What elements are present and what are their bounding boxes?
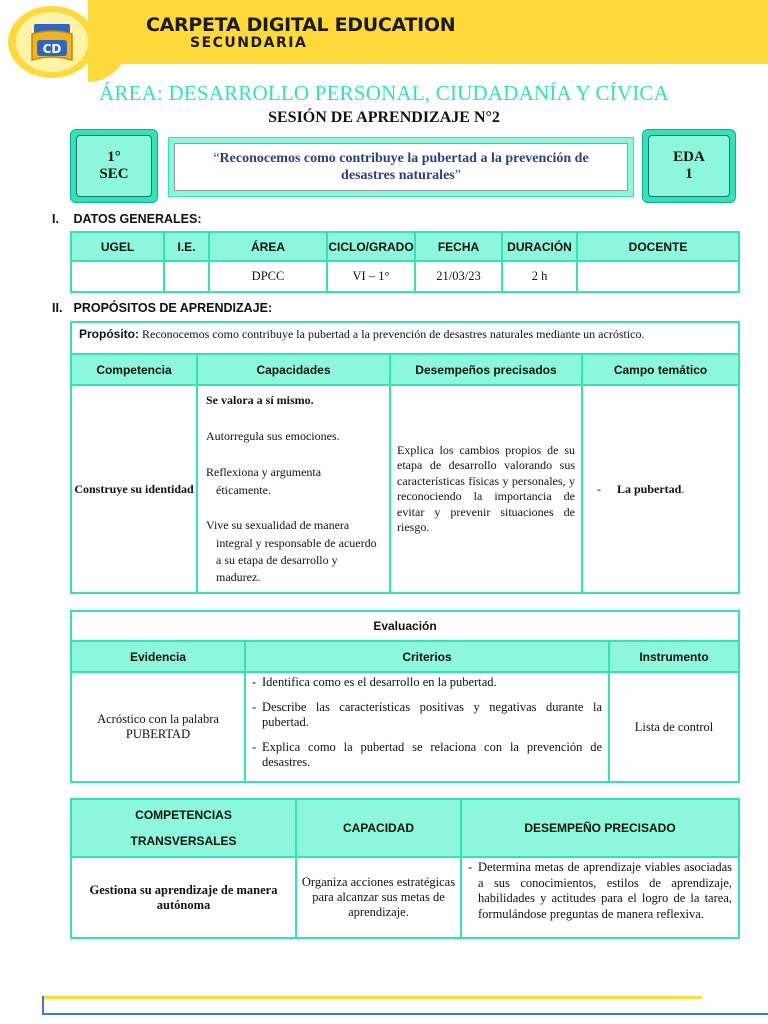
- table-row: [71, 857, 739, 938]
- eda-badge: [642, 129, 736, 203]
- header-area: ÁREA: [209, 232, 327, 261]
- open-quote: “: [213, 151, 220, 166]
- brand-name: CARPETA DIGITAL EDUCATION: [146, 14, 456, 36]
- header-evidencia: Evidencia: [71, 641, 245, 672]
- list-item: - Describe las características positivas y negativas durante la pubertad.: [252, 700, 602, 729]
- datos-generales-table: [70, 231, 740, 293]
- criterios-cell: [245, 672, 609, 782]
- footer-line: [42, 1013, 768, 1015]
- cell-docente: [577, 261, 739, 292]
- list-item: Vive su sexualidad de manera integral y responsable de acuerdo a su etapa de desarrollo y madurez.: [206, 518, 377, 584]
- session-name: [185, 150, 617, 184]
- instrumento-cell: Lista de control: [609, 672, 739, 782]
- transversales-table: [70, 798, 740, 939]
- dash: -: [597, 481, 601, 496]
- brand-logo: [6, 4, 98, 80]
- desempeno-precisado-cell: [461, 857, 739, 938]
- capacidades-cell: [197, 385, 390, 593]
- logo-text: CD: [42, 42, 62, 56]
- header-duracion: DURACIÓN: [502, 232, 577, 261]
- session-name-box: [168, 137, 634, 197]
- section-number: I.: [52, 212, 59, 226]
- table-row: [71, 261, 739, 292]
- eda-number: 1: [685, 166, 693, 182]
- list-item: Autorregula sus emociones.: [206, 429, 340, 443]
- competencia-transversal-cell: Gestiona su aprendizaje de manera autónoma: [71, 857, 296, 938]
- list-item: Se valora a sí mismo.: [206, 393, 314, 407]
- header-capacidad: CAPACIDAD: [296, 799, 461, 857]
- header-competencias-transversales: COMPETENCIAS TRANSVERSALES: [71, 799, 296, 857]
- header-docente: DOCENTE: [577, 232, 739, 261]
- proposito-text: Reconocemos como contribuye la pubertad a la prevención de desastres naturales mediante un acróstico.: [139, 327, 645, 341]
- header-banner: [0, 0, 768, 82]
- close-quote: ”: [454, 168, 461, 183]
- header-instrumento: Instrumento: [609, 641, 739, 672]
- campo-tematico-value: La pubertad: [617, 481, 682, 496]
- cell-duracion: 2 h: [502, 261, 577, 292]
- cell-fecha: 21/03/23: [415, 261, 502, 292]
- propositos-table: [70, 321, 740, 594]
- list-item: - Explica como la pubertad se relaciona con la prevención de desastres.: [252, 740, 602, 769]
- proposito-label: Propósito:: [79, 327, 139, 341]
- cell-ie: [164, 261, 209, 292]
- header-fecha: FECHA: [415, 232, 502, 261]
- section-title: DATOS GENERALES:: [73, 212, 202, 226]
- header-ugel: UGEL: [71, 232, 164, 261]
- session-title: SESIÓN DE APRENDIZAJE N°2: [268, 109, 500, 126]
- cell-ciclo-grado: VI – 1°: [327, 261, 415, 292]
- grade-section: SEC: [99, 166, 129, 182]
- evaluacion-table: [70, 610, 740, 783]
- evaluacion-title: Evaluación: [71, 611, 739, 641]
- header-ie: I.E.: [164, 232, 209, 261]
- header-criterios: Criterios: [245, 641, 609, 672]
- header-campo-tematico: Campo temático: [582, 354, 739, 385]
- desempeno-cell: Explica los cambios propios de su etapa de desarrollo valorando sus características físicas y personales, y reconociendo la importancia de evitar y prevenir situaciones de riesgo.: [390, 385, 582, 593]
- cell-area: DPCC: [209, 261, 327, 292]
- footer-line: [42, 996, 702, 999]
- campo-tematico-cell: - La pubertad.: [582, 385, 739, 593]
- section-number: II.: [52, 301, 63, 315]
- proposito-row: [71, 322, 739, 354]
- list-item: - Determina metas de aprendizaje viables asociadas a sus conocimientos, estilos de aprendizaje, habilidades y actitudes para el logro de la tarea, formulándose preguntas de manera reflexiva.: [468, 860, 732, 921]
- section-datos-generales: [52, 212, 202, 226]
- competencia-cell: Construye su identidad: [71, 385, 197, 593]
- eda-label: EDA: [673, 149, 705, 165]
- cell-ugel: [71, 261, 164, 292]
- header-desempenos: Desempeños precisados: [390, 354, 582, 385]
- section-propositos: [52, 301, 272, 315]
- table-row: [71, 385, 739, 593]
- list-item: - Identifica como es el desarrollo en la pubertad.: [252, 675, 497, 689]
- section-title: PROPÓSITOS DE APRENDIZAJE:: [73, 301, 273, 315]
- header-capacidades: Capacidades: [197, 354, 390, 385]
- grade-badge: [70, 129, 158, 203]
- session-name-text: Reconocemos como contribuye la pubertad a la prevención de desastres naturales: [219, 151, 589, 183]
- grade-number: 1°: [107, 149, 121, 165]
- evidencia-cell: Acróstico con la palabra PUBERTAD: [71, 672, 245, 782]
- header-competencia: Competencia: [71, 354, 197, 385]
- list-item: Reflexiona y argumenta éticamente.: [206, 465, 322, 497]
- capacidad-cell: Organiza acciones estratégicas para alcanzar sus metas de aprendizaje.: [296, 857, 461, 938]
- footer-line: [42, 996, 44, 1014]
- brand-subtitle: SECUNDARIA: [190, 35, 308, 51]
- header-desempeno-precisado: DESEMPEÑO PRECISADO: [461, 799, 739, 857]
- table-row: [71, 672, 739, 782]
- area-title: ÁREA: DESARROLLO PERSONAL, CIUDADANÍA Y CÍVICA: [99, 81, 669, 105]
- header-ciclo-grado: CICLO/GRADO: [327, 232, 415, 261]
